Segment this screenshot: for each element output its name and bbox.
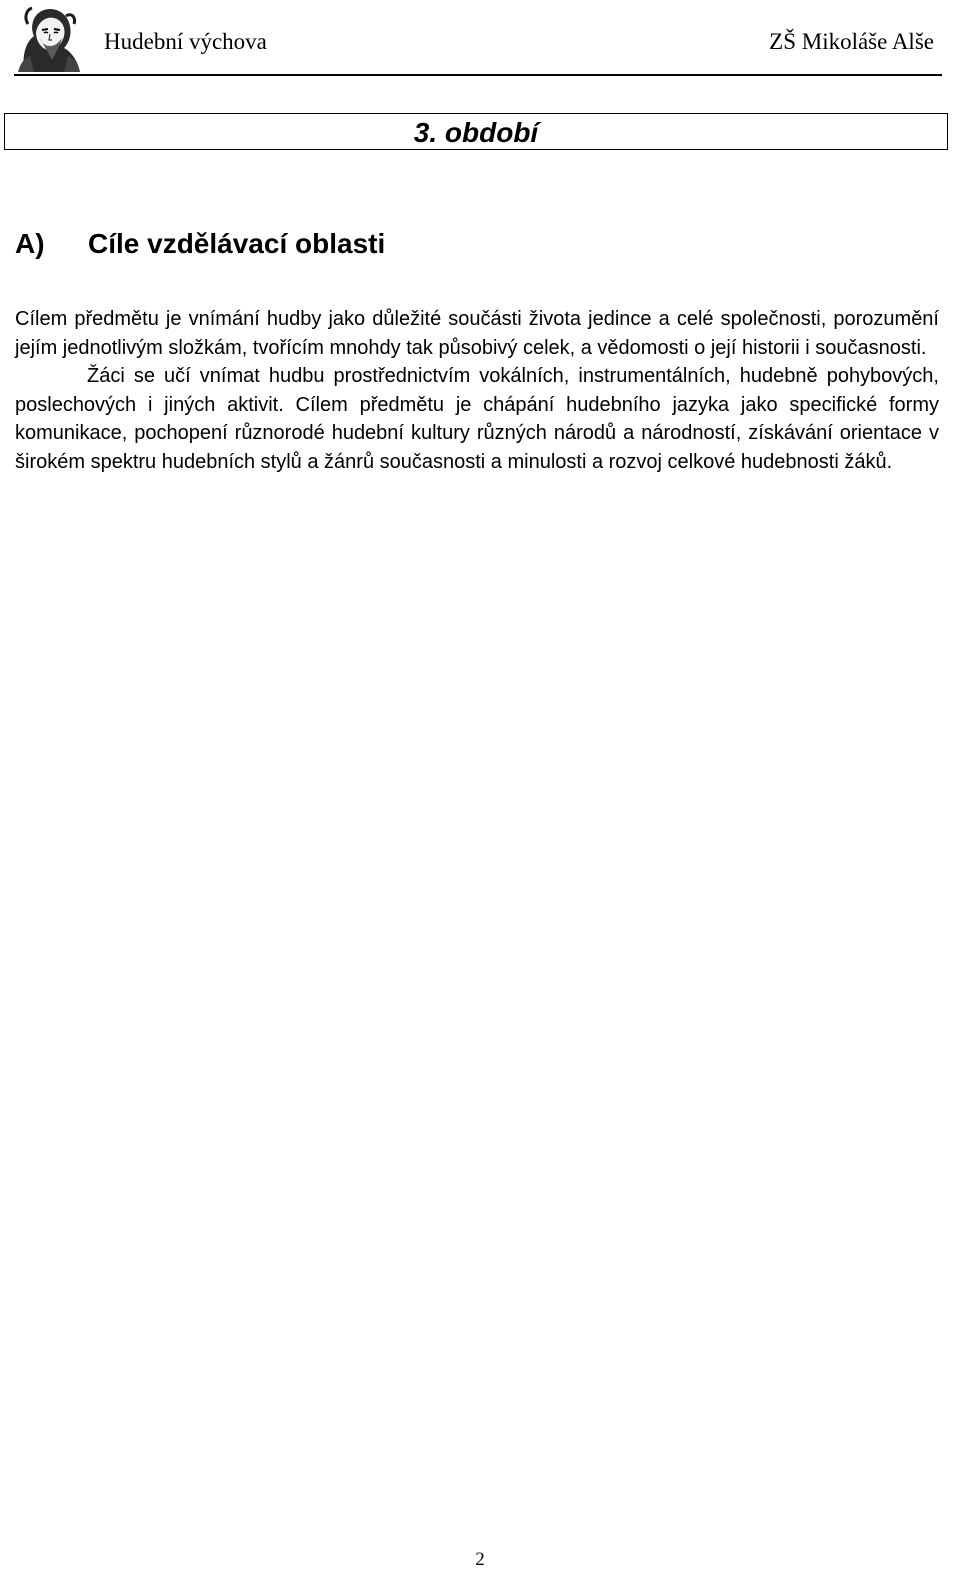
section-heading	[15, 224, 385, 264]
header-subject: Hudební výchova	[104, 29, 267, 54]
section-letter: A)	[15, 228, 45, 259]
period-title: 3. období	[413, 117, 539, 148]
paragraph: Žáci se učí vnímat hudbu prostřednictvím vokálních, instrumentálních, hudebně pohybových, poslechových i jiných aktivit. Cílem předmětu je chápání hudebního jazyka jako specifické formy komunikace, pochopení různorodé hudební kultury různých národů a národností, získávání orientace v širokém spektru hudebních stylů a žánrů současnosti a minulosti a rozvoj celkové hudebnosti žáků.	[15, 365, 939, 473]
header-school: ZŠ Mikoláše Alše	[769, 29, 934, 54]
header-divider	[14, 74, 942, 76]
period-title-box	[4, 113, 948, 150]
section-title: Cíle vzdělávací oblasti	[88, 228, 386, 259]
page-number: 2	[475, 1549, 485, 1570]
paragraph: Cílem předmětu je vnímání hudby jako důležité součásti života jedince a celé společnosti, porozumění jejím jednotlivým složkám, tvořícím mnohdy tak působivý celek, a vědomosti o její historii i současnosti.	[15, 308, 939, 359]
page-header	[14, 0, 942, 76]
portrait-engraving-icon	[14, 2, 82, 74]
body-text	[15, 305, 939, 476]
